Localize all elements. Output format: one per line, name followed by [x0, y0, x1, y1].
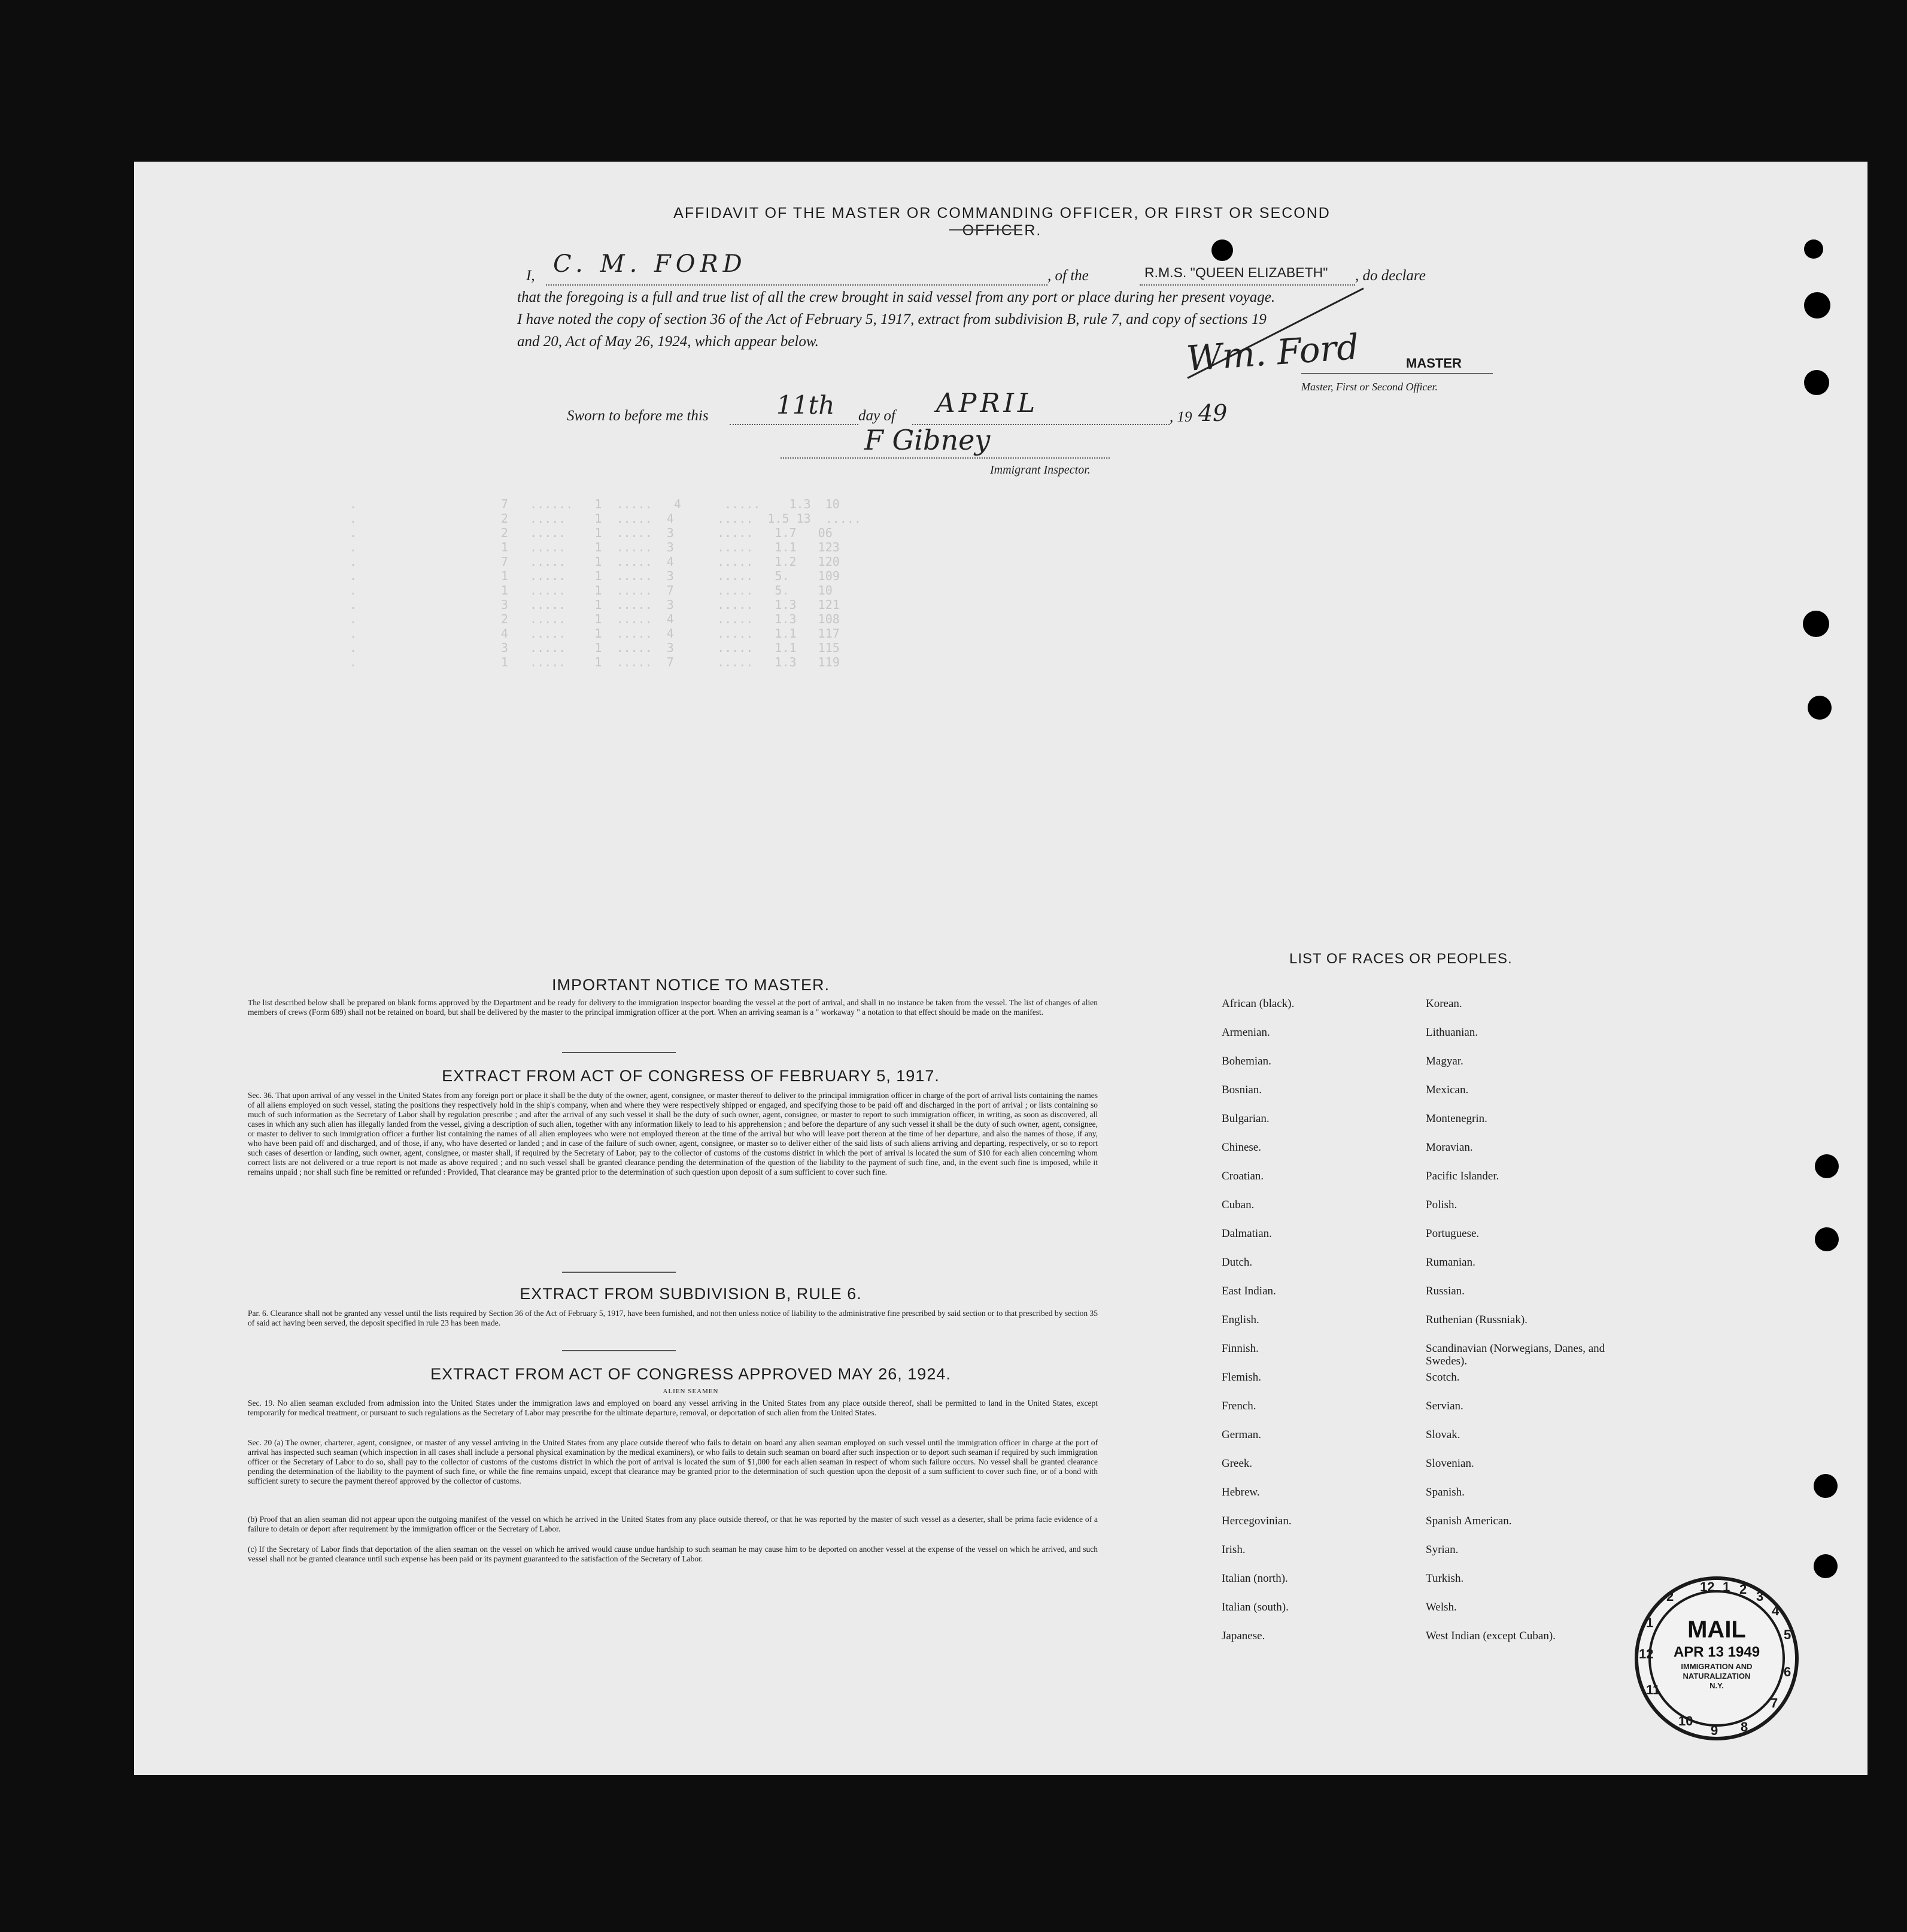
declaration-line-3: I have noted the copy of section 36 of the Act of February 5, 1917, extract from subdivision B, rule 7, and copy of sections 19 [517, 311, 1267, 327]
vessel-name: R.M.S. "QUEEN ELIZABETH" [1144, 265, 1328, 280]
extract-1917-title: EXTRACT FROM ACT OF CONGRESS OF FEBRUARY 5, 1917. [442, 1067, 940, 1085]
sworn-day: 11th [776, 390, 835, 420]
race-item: Italian (north). [1222, 1572, 1288, 1585]
extract-rule6-title: EXTRACT FROM SUBDIVISION B, RULE 6. [520, 1285, 862, 1303]
race-item: Dutch. [1222, 1256, 1253, 1269]
mail-received-stamp [1633, 1575, 1800, 1742]
i-label: I, [526, 268, 535, 284]
sworn-prefix: Sworn to before me this [567, 408, 709, 424]
svg-text:6: 6 [1784, 1664, 1791, 1679]
race-item: Turkish. [1426, 1572, 1464, 1585]
declaration-line-4: and 20, Act of May 26, 1924, which appear below. [517, 333, 819, 350]
race-item: French. [1222, 1400, 1256, 1412]
race-item: Servian. [1426, 1400, 1463, 1412]
inspector-caption: Immigrant Inspector. [990, 463, 1091, 477]
race-item: Irish. [1222, 1543, 1246, 1556]
year-prefix: , 19 [1170, 409, 1192, 425]
race-item: Scandinavian (Norwegians, Danes, and Swedes). [1426, 1342, 1605, 1367]
extract-1924-sec19: Sec. 19. No alien seaman excluded from admission into the United States under the immigration laws and employed on board any vessel arriving in the United States from any place outside thereof, shall be permitted to land in the United States, except temporarily for medical treatment, or pursuant to such regulations as the Secretary of Labor may prescribe for the ultimate departure, removal, or deportation of such alien from the United States. [248, 1399, 1098, 1417]
race-item: Bohemian. [1222, 1055, 1271, 1067]
race-item: Cuban. [1222, 1199, 1255, 1211]
race-item: Spanish American. [1426, 1515, 1512, 1527]
race-item: Hercegovinian. [1222, 1515, 1292, 1527]
race-item: Scotch. [1426, 1371, 1460, 1384]
extract-1924-sec20c: (c) If the Secretary of Labor finds that deportation of the alien seaman on the vessel on which he arrived would cause undue hardship to such seaman he may cause him to be deported on another vessel at the expense of the vessel on which he arrived, and such vessel shall not be granted clearance until such expense has been paid or its payment guaranteed to the satisfaction of the Secretary of Labor. [248, 1545, 1098, 1563]
extract-1917-text: Sec. 36. That upon arrival of any vessel in the United States from any foreign port or place it shall be the duty of the owner, agent, consignee, or master thereof to deliver to the principal immigration officer in charge of the port of arrival lists containing the names of all aliens employed on such vessel, stating the positions they respectively hold in the ship's company, when and where they were respectively shipped or engaged, and specifying those to be paid off and discharged in the port of arrival ; or lists containing so much of such information as the Secretary of Labor shall by regulation prescribe ; and after the arrival of any such vessel it shall be the duty of such owner, agent, consignee, or master to report to such immigration officer, in writing, as soon as discovered, all cases in which any such alien has illegally landed from the vessel, giving a description of such alien, together with any information likely to lead to his apprehension ; and before the departure of any such vessel it shall be the duty of such owner, agent, consignee, or master to deliver to such immigration officer a further list containing the names of all alien employees who were not employed thereon at the time of the arrival but who will leave port thereon at the time of her departure, and also the names of those, if any, who have been paid off and discharged, and of those, if any, who have deserted or landed ; and in case of the failure of such owner, agent, consignee, or master so to deliver either of the said lists of such aliens arriving and departing, respectively, or so to report such cases of desertion or landing, such owner, agent, consignee, or master shall, if required by the Secretary of Labor, pay to the collector of customs of the customs district in which the port of arrival is located the sum of $10 for each alien concerning whom correct lists are not delivered or a true report is not made as above required ; and no such vessel shall be granted clearance pending the determination of the question of the liability to the payment of such fine, and, in the event such fine is imposed, while it remains unpaid ; nor shall such fine be remitted or refunded : Provided, That clearance may be granted prior to the determination of such question upon deposit of a sum sufficient to cover such fine. [248, 1091, 1098, 1176]
stamp-word: MAIL [1687, 1616, 1746, 1643]
svg-text:12: 12 [1700, 1579, 1715, 1594]
race-item: Montenegrin. [1426, 1112, 1487, 1125]
extract-1924-title: EXTRACT FROM ACT OF CONGRESS APPROVED MAY 26, 1924. [430, 1365, 951, 1383]
race-item: Lithuanian. [1426, 1026, 1478, 1039]
race-item: Armenian. [1222, 1026, 1270, 1039]
inspector-signature: F Gibney [864, 424, 991, 456]
race-item: Polish. [1426, 1199, 1457, 1211]
stamp-line-2: NATURALIZATION [1683, 1672, 1751, 1681]
svg-text:3: 3 [1756, 1589, 1764, 1604]
svg-text:11: 11 [1646, 1682, 1660, 1697]
punch-hole [1815, 1154, 1839, 1178]
race-item: Finnish. [1222, 1342, 1259, 1355]
race-item: Bulgarian. [1222, 1112, 1270, 1125]
race-item: Chinese. [1222, 1141, 1261, 1154]
race-item: Portuguese. [1426, 1227, 1480, 1240]
race-item: Welsh. [1426, 1601, 1457, 1613]
race-item: Dalmatian. [1222, 1227, 1272, 1240]
race-item: Flemish. [1222, 1371, 1261, 1384]
race-item: German. [1222, 1428, 1261, 1441]
punch-hole [1803, 611, 1829, 637]
stamp-line-1: IMMIGRATION AND [1681, 1662, 1753, 1671]
race-item: Slovenian. [1426, 1457, 1474, 1470]
race-item: Japanese. [1222, 1630, 1265, 1642]
extract-1924-subtitle: ALIEN SEAMEN [663, 1388, 719, 1395]
race-item: Mexican. [1426, 1084, 1469, 1096]
declaration-line-2: that the foregoing is a full and true list of all the crew brought in said vessel from any port or place during her present voyage. [517, 289, 1276, 305]
master-title: MASTER [1406, 356, 1462, 371]
race-item: Magyar. [1426, 1055, 1463, 1067]
svg-text:1: 1 [1646, 1615, 1654, 1630]
svg-text:2: 2 [1739, 1582, 1747, 1597]
race-item: West Indian (except Cuban). [1426, 1630, 1556, 1642]
race-item: Bosnian. [1222, 1084, 1262, 1096]
master-signature: Wm. Ford [1185, 326, 1361, 379]
notice-title: IMPORTANT NOTICE TO MASTER. [551, 976, 830, 994]
svg-text:7: 7 [1771, 1696, 1778, 1710]
notice-text: The list described below shall be prepared on blank forms approved by the Department and be ready for delivery to the immigration inspector boarding the vessel at the port of arrival, and shall in no instance be taken from the vessel. The list of changes of alien members of crews (Form 689) shall not be retained on board, but shall be delivered by the master to the principal immigration officer at the port. When an arriving seaman is a " workaway " a notation to that effect should be made on the manifest. [248, 998, 1098, 1017]
races-title: LIST OF RACES OR PEOPLES. [1289, 951, 1513, 967]
affidavit-title: AFFIDAVIT OF THE MASTER OR COMMANDING OFFICER, OR FIRST OR SECOND OFFICER. [673, 205, 1331, 239]
of-the-label: , of the [1047, 268, 1089, 284]
declarant-name: C. M. FORD [553, 250, 747, 278]
svg-text:5: 5 [1784, 1627, 1791, 1642]
race-item: Russian. [1426, 1285, 1465, 1297]
master-caption: Master, First or Second Officer. [1301, 381, 1438, 393]
svg-text:9: 9 [1711, 1723, 1718, 1738]
svg-text:1: 1 [1723, 1579, 1730, 1594]
race-item: Hebrew. [1222, 1486, 1260, 1499]
race-item: Slovak. [1426, 1428, 1460, 1441]
race-item: Rumanian. [1426, 1256, 1475, 1269]
do-declare-label: , do declare [1355, 268, 1426, 284]
year-suffix: 49 [1198, 400, 1228, 426]
race-item: Croatian. [1222, 1170, 1264, 1182]
punch-hole [1804, 370, 1829, 395]
race-item: Greek. [1222, 1457, 1253, 1470]
race-item: Pacific Islander. [1426, 1170, 1499, 1182]
document-page [134, 162, 1867, 1775]
svg-text:8: 8 [1741, 1719, 1748, 1734]
punch-hole [1814, 1554, 1838, 1578]
race-item: East Indian. [1222, 1285, 1276, 1297]
race-item: African (black). [1222, 997, 1295, 1010]
punch-hole [1211, 239, 1233, 261]
svg-text:4: 4 [1772, 1603, 1780, 1618]
punch-hole [1808, 696, 1832, 720]
stamp-line-3: N.Y. [1709, 1681, 1724, 1690]
punch-hole [1804, 292, 1830, 319]
punch-hole [1814, 1474, 1838, 1498]
svg-text:12: 12 [1639, 1646, 1654, 1661]
bleed-through-crew-list: . 7 ...... 1 ..... 4 ..... 1.3 10 . 2 ..... 1 ..... 4 ..... 1.5 13 ..... . 2 ..... 1 ..... 3 ..... 1.7 06 . 1 ..... 1 ..... 3 ..... 1.1 123 . 7 ..... 1 ..... 4 ..... 1.2 120 . 1 ..... 1 ..... 3 ..... 5. 109 . 1 ..... 1 ..... 7 ..... 5. 10 . 3 ..... 1 ..... 3 ..... 1.3 121 . 2 ..... 1 ..... 4 ..... 1.3 108 . 4 ..... 1 ..... 4 ..... 1.1 117 . 3 ..... 1 ..... 3 ..... 1.1 115 . 1 ..... 1 ..... 7 ..... 1.3 119 [350, 497, 861, 669]
svg-text:10: 10 [1678, 1713, 1693, 1728]
race-item: Ruthenian (Russniak). [1426, 1314, 1528, 1326]
stamp-date: APR 13 1949 [1673, 1644, 1760, 1660]
race-item: Moravian. [1426, 1141, 1473, 1154]
race-item: Spanish. [1426, 1486, 1465, 1499]
svg-text:2: 2 [1666, 1589, 1674, 1604]
race-item: Syrian. [1426, 1543, 1459, 1556]
race-item: English. [1222, 1314, 1259, 1326]
extract-1924-sec20b: (b) Proof that an alien seaman did not appear upon the outgoing manifest of the vessel on which he arrived in the United States from any place outside thereof, or that he was reported by the master of such vessel as a deserter, shall be prima facie evidence of a failure to detain or deport after requirement by the immigration officer or the Secretary of Labor. [248, 1515, 1098, 1533]
punch-hole [1804, 239, 1823, 259]
race-item: Korean. [1426, 997, 1462, 1010]
race-item: Italian (south). [1222, 1601, 1289, 1613]
extract-1924-sec20a: Sec. 20 (a) The owner, charterer, agent, consignee, or master of any vessel arriving in the United States from any place outside thereof who fails to detain on board any alien seaman employed on such vessel until the immigration officer in charge at the port of arrival has inspected such seaman (which inspection in all cases shall include a personal physical examination by the medical examiners), or who fails to detain such seaman on board after such inspection or to deport such seaman if required by such immigration officer or the Secretary of Labor to do so, shall pay to the collector of customs of the customs district in which the port of arrival is located the sum of $1,000 for each alien seaman in respect of whom such failure occurs. No vessel shall be granted clearance pending the determination of the liability to the payment of such fine, or while the fine remains unpaid, except that clearance may be granted prior to the determination of such question upon the deposit of a sum sufficient to cover such fine, or of a bond with sufficient surety to secure the payment thereof approved by the collector of customs. [248, 1438, 1098, 1485]
day-of-label: day of [858, 408, 895, 424]
extract-rule6-text: Par. 6. Clearance shall not be granted any vessel until the lists required by Section 36 of the Act of February 5, 1917, have been furnished, and not then unless notice of liability to the administrative fine prescribed by said section or to that prescribed by section 35 of said act having been served, the deposit specified in rule 23 has been made. [248, 1309, 1098, 1327]
punch-hole [1815, 1227, 1839, 1251]
sworn-month: APRIL [936, 388, 1039, 418]
